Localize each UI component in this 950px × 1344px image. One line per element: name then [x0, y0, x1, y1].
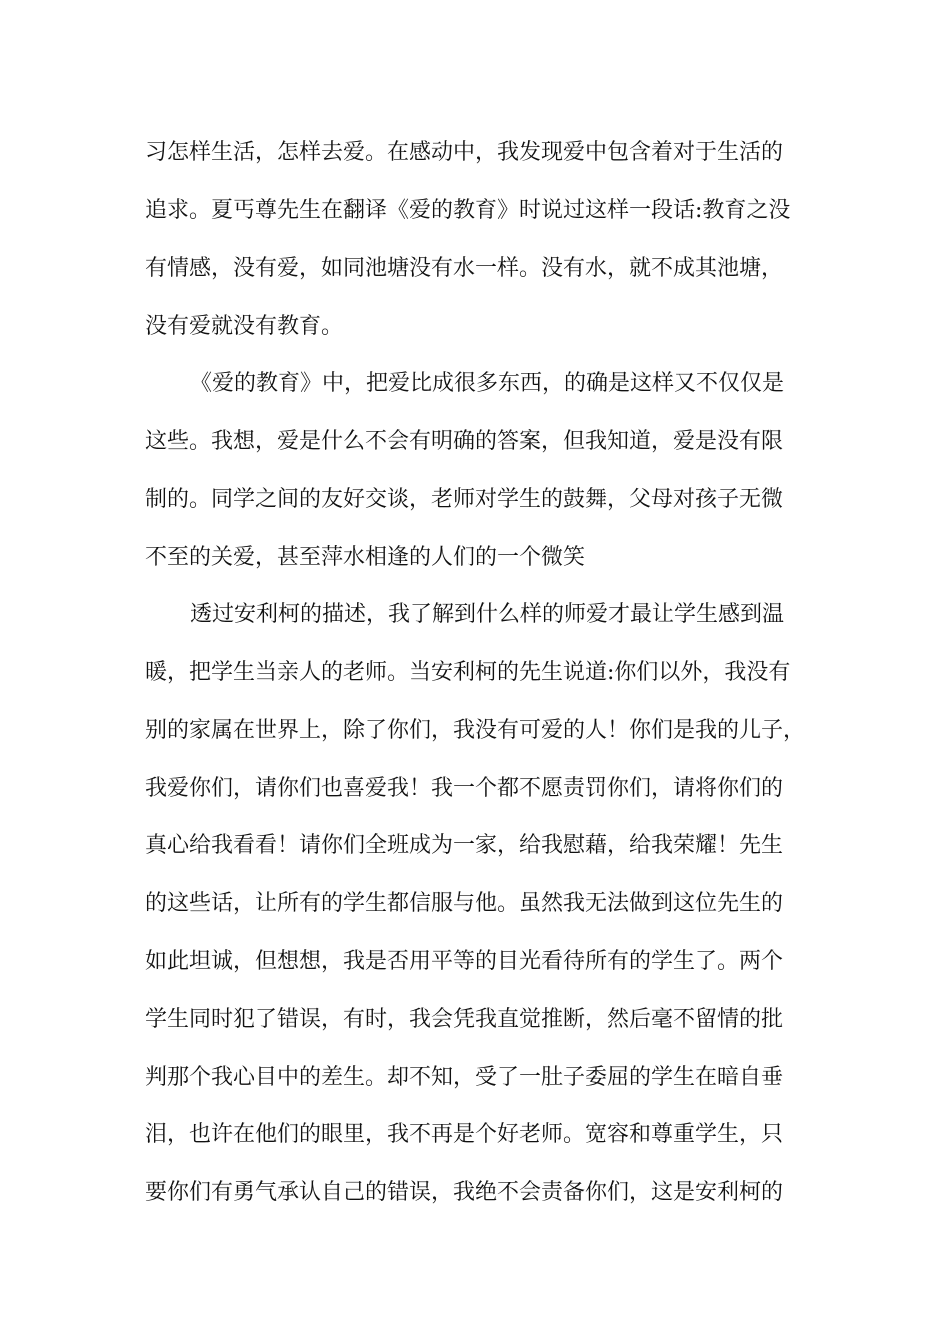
paragraph-3-line-4: 我爱你们，请你们也喜爱我！我一个都不愿责罚你们，请将你们的 — [145, 776, 784, 801]
paragraph-2-line-1: 《爱的教育》中，把爱比成很多东西，的确是这样又不仅仅是 — [190, 371, 785, 396]
paragraph-3-line-10: 泪，也许在他们的眼里，我不再是个好老师。宽容和尊重学生，只 — [145, 1122, 784, 1147]
paragraph-3-line-6: 的这些话，让所有的学生都信服与他。虽然我无法做到这位先生的 — [145, 891, 784, 916]
paragraph-3-line-11: 要你们有勇气承认自己的错误，我绝不会责备你们，这是安利柯的 — [145, 1180, 784, 1205]
paragraph-1-line-4: 没有爱就没有教育。 — [145, 314, 344, 339]
paragraph-3-line-2: 暖，把学生当亲人的老师。当安利柯的先生说道:你们以外，我没有 — [145, 660, 791, 685]
paragraph-1-line-3: 有情感，没有爱，如同池塘没有水一样。没有水，就不成其池塘， — [145, 256, 784, 281]
paragraph-3-line-3: 别的家属在世界上，除了你们，我没有可爱的人！你们是我的儿子， — [145, 718, 806, 743]
paragraph-3-line-8: 学生同时犯了错误，有时，我会凭我直觉推断，然后毫不留情的批 — [145, 1007, 784, 1032]
paragraph-2-line-3: 制的。同学之间的友好交谈，老师对学生的鼓舞，父母对孩子无微 — [145, 487, 784, 512]
paragraph-3-line-7: 如此坦诚，但想想，我是否用平等的目光看待所有的学生了。两个 — [145, 949, 784, 974]
paragraph-3-line-9: 判那个我心目中的差生。却不知，受了一肚子委屈的学生在暗自垂 — [145, 1065, 784, 1090]
paragraph-3-line-5: 真心给我看看！请你们全班成为一家，给我慰藉，给我荣耀！先生 — [145, 833, 784, 858]
paragraph-3-line-1: 透过安利柯的描述，我了解到什么样的师爱才最让学生感到温 — [190, 602, 785, 627]
paragraph-1-line-1: 习怎样生活，怎样去爱。在感动中，我发现爱中包含着对于生活的 — [145, 140, 784, 165]
paragraph-2-line-2: 这些。我想，爱是什么不会有明确的答案，但我知道，爱是没有限 — [145, 429, 784, 454]
paragraph-1-line-2: 追求。夏丐尊先生在翻译《爱的教育》时说过这样一段话:教育之没 — [145, 198, 791, 223]
paragraph-2-line-4: 不至的关爱，甚至萍水相逢的人们的一个微笑 — [145, 545, 586, 570]
